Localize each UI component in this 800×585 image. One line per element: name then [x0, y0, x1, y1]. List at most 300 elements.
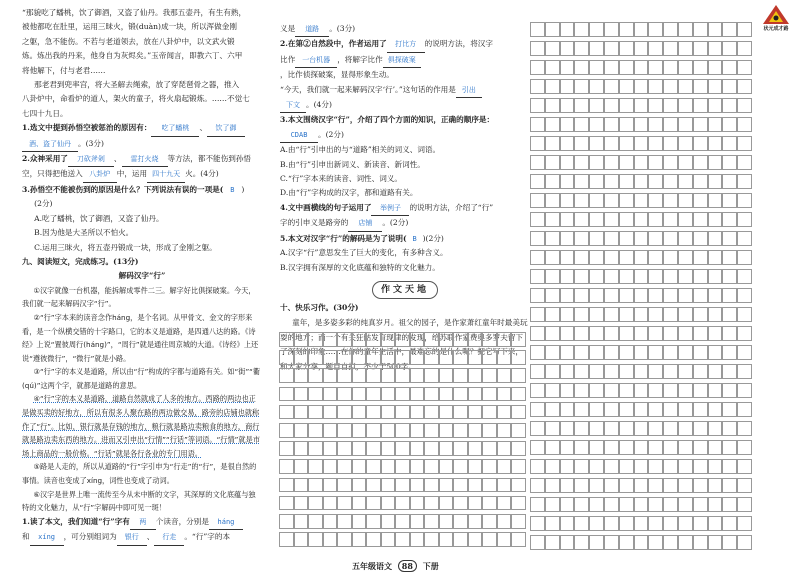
grid-cell[interactable] — [574, 136, 589, 151]
grid-cell[interactable] — [604, 250, 619, 265]
grid-cell[interactable] — [648, 516, 663, 531]
grid-cell[interactable] — [678, 383, 693, 398]
grid-cell[interactable] — [663, 535, 678, 550]
grid-cell[interactable] — [439, 478, 454, 493]
grid-cell[interactable] — [352, 423, 367, 438]
grid-cell[interactable] — [663, 250, 678, 265]
grid-cell[interactable] — [574, 497, 589, 512]
grid-cell[interactable] — [678, 459, 693, 474]
grid-cell[interactable] — [619, 307, 634, 322]
answer-blank[interactable]: CDAB — [280, 128, 318, 143]
grid-cell[interactable] — [468, 514, 483, 529]
grid-cell[interactable] — [648, 402, 663, 417]
grid-cell[interactable] — [604, 174, 619, 189]
grid-cell[interactable] — [678, 79, 693, 94]
grid-cell[interactable] — [352, 387, 367, 402]
grid-cell[interactable] — [619, 345, 634, 360]
grid-cell[interactable] — [708, 497, 723, 512]
answer-blank[interactable]: 四十九天 — [147, 167, 185, 182]
grid-cell[interactable] — [634, 307, 649, 322]
grid-cell[interactable] — [560, 326, 575, 341]
answer-blank[interactable]: 八卦炉 — [83, 167, 117, 182]
grid-cell[interactable] — [634, 440, 649, 455]
grid-cell[interactable] — [366, 368, 381, 383]
grid-cell[interactable] — [634, 79, 649, 94]
grid-cell[interactable] — [279, 478, 294, 493]
grid-cell[interactable] — [574, 212, 589, 227]
answer-blank[interactable]: 店铺 — [348, 216, 382, 231]
grid-cell[interactable] — [453, 387, 468, 402]
grid-cell[interactable] — [722, 174, 737, 189]
grid-cell[interactable] — [619, 41, 634, 56]
grid-cell[interactable] — [560, 459, 575, 474]
grid-cell[interactable] — [439, 459, 454, 474]
grid-cell[interactable] — [634, 250, 649, 265]
grid-cell[interactable] — [708, 136, 723, 151]
grid-cell[interactable] — [366, 514, 381, 529]
grid-cell[interactable] — [545, 421, 560, 436]
grid-cell[interactable] — [663, 269, 678, 284]
grid-cell[interactable] — [589, 402, 604, 417]
grid-cell[interactable] — [589, 440, 604, 455]
grid-cell[interactable] — [395, 514, 410, 529]
grid-cell[interactable] — [381, 387, 396, 402]
composition-grid-middle[interactable] — [279, 332, 527, 552]
answer-blank[interactable]: 两 — [130, 515, 156, 530]
grid-cell[interactable] — [678, 402, 693, 417]
grid-cell[interactable] — [678, 516, 693, 531]
grid-cell[interactable] — [439, 514, 454, 529]
grid-cell[interactable] — [337, 405, 352, 420]
grid-cell[interactable] — [619, 79, 634, 94]
grid-cell[interactable] — [693, 459, 708, 474]
grid-cell[interactable] — [381, 496, 396, 511]
grid-cell[interactable] — [663, 193, 678, 208]
grid-cell[interactable] — [560, 535, 575, 550]
grid-cell[interactable] — [604, 307, 619, 322]
grid-cell[interactable] — [560, 307, 575, 322]
grid-cell[interactable] — [453, 496, 468, 511]
grid-cell[interactable] — [737, 402, 752, 417]
grid-cell[interactable] — [352, 368, 367, 383]
grid-cell[interactable] — [589, 345, 604, 360]
grid-cell[interactable] — [619, 421, 634, 436]
grid-cell[interactable] — [545, 497, 560, 512]
grid-cell[interactable] — [648, 421, 663, 436]
grid-cell[interactable] — [589, 193, 604, 208]
grid-cell[interactable] — [381, 368, 396, 383]
grid-cell[interactable] — [497, 514, 512, 529]
grid-cell[interactable] — [497, 478, 512, 493]
grid-cell[interactable] — [294, 350, 309, 365]
grid-cell[interactable] — [634, 41, 649, 56]
grid-cell[interactable] — [560, 383, 575, 398]
grid-cell[interactable] — [424, 441, 439, 456]
grid-cell[interactable] — [722, 212, 737, 227]
grid-cell[interactable] — [468, 350, 483, 365]
grid-cell[interactable] — [453, 514, 468, 529]
grid-cell[interactable] — [604, 478, 619, 493]
grid-cell[interactable] — [708, 478, 723, 493]
answer-blank[interactable]: xíng — [30, 530, 64, 545]
grid-cell[interactable] — [693, 22, 708, 37]
answer-blank[interactable]: 一台机器 — [295, 53, 337, 68]
grid-cell[interactable] — [482, 532, 497, 547]
grid-cell[interactable] — [352, 514, 367, 529]
grid-cell[interactable] — [323, 387, 338, 402]
grid-cell[interactable] — [410, 478, 425, 493]
composition-grid-right[interactable] — [530, 22, 752, 562]
grid-cell[interactable] — [366, 405, 381, 420]
grid-cell[interactable] — [634, 193, 649, 208]
grid-cell[interactable] — [395, 387, 410, 402]
grid-cell[interactable] — [410, 441, 425, 456]
grid-cell[interactable] — [279, 532, 294, 547]
grid-cell[interactable] — [574, 174, 589, 189]
grid-cell[interactable] — [678, 269, 693, 284]
grid-cell[interactable] — [560, 136, 575, 151]
grid-cell[interactable] — [530, 535, 545, 550]
grid-cell[interactable] — [589, 497, 604, 512]
grid-cell[interactable] — [722, 383, 737, 398]
grid-cell[interactable] — [294, 478, 309, 493]
grid-cell[interactable] — [482, 350, 497, 365]
grid-cell[interactable] — [560, 478, 575, 493]
grid-cell[interactable] — [530, 250, 545, 265]
grid-cell[interactable] — [604, 421, 619, 436]
grid-cell[interactable] — [634, 516, 649, 531]
grid-cell[interactable] — [560, 193, 575, 208]
grid-cell[interactable] — [530, 193, 545, 208]
grid-cell[interactable] — [678, 497, 693, 512]
grid-cell[interactable] — [574, 231, 589, 246]
grid-cell[interactable] — [366, 459, 381, 474]
grid-cell[interactable] — [381, 478, 396, 493]
grid-cell[interactable] — [737, 478, 752, 493]
grid-cell[interactable] — [589, 212, 604, 227]
grid-cell[interactable] — [663, 212, 678, 227]
grid-cell[interactable] — [410, 332, 425, 347]
grid-cell[interactable] — [545, 22, 560, 37]
grid-cell[interactable] — [545, 459, 560, 474]
grid-cell[interactable] — [722, 155, 737, 170]
grid-cell[interactable] — [308, 332, 323, 347]
grid-cell[interactable] — [663, 288, 678, 303]
grid-cell[interactable] — [439, 423, 454, 438]
grid-cell[interactable] — [678, 136, 693, 151]
grid-cell[interactable] — [708, 155, 723, 170]
grid-cell[interactable] — [453, 405, 468, 420]
grid-cell[interactable] — [663, 345, 678, 360]
grid-cell[interactable] — [708, 250, 723, 265]
grid-cell[interactable] — [352, 441, 367, 456]
grid-cell[interactable] — [279, 405, 294, 420]
grid-cell[interactable] — [708, 98, 723, 113]
grid-cell[interactable] — [708, 402, 723, 417]
grid-cell[interactable] — [708, 459, 723, 474]
grid-cell[interactable] — [737, 535, 752, 550]
answer-blank[interactable]: 吃了蟠桃 — [151, 121, 199, 136]
grid-cell[interactable] — [530, 155, 545, 170]
answer-blank[interactable]: 银行 — [117, 530, 147, 545]
grid-cell[interactable] — [424, 423, 439, 438]
grid-cell[interactable] — [693, 250, 708, 265]
grid-cell[interactable] — [323, 514, 338, 529]
grid-cell[interactable] — [574, 383, 589, 398]
grid-cell[interactable] — [395, 405, 410, 420]
grid-cell[interactable] — [722, 136, 737, 151]
grid-cell[interactable] — [337, 332, 352, 347]
grid-cell[interactable] — [439, 532, 454, 547]
grid-cell[interactable] — [395, 532, 410, 547]
grid-cell[interactable] — [530, 269, 545, 284]
grid-cell[interactable] — [530, 383, 545, 398]
grid-cell[interactable] — [722, 326, 737, 341]
grid-cell[interactable] — [545, 155, 560, 170]
grid-cell[interactable] — [634, 98, 649, 113]
grid-cell[interactable] — [663, 60, 678, 75]
grid-cell[interactable] — [722, 478, 737, 493]
grid-cell[interactable] — [545, 345, 560, 360]
grid-cell[interactable] — [708, 117, 723, 132]
grid-cell[interactable] — [497, 532, 512, 547]
grid-cell[interactable] — [497, 423, 512, 438]
grid-cell[interactable] — [708, 364, 723, 379]
grid-cell[interactable] — [439, 368, 454, 383]
grid-cell[interactable] — [560, 516, 575, 531]
grid-cell[interactable] — [511, 459, 526, 474]
grid-cell[interactable] — [737, 497, 752, 512]
grid-cell[interactable] — [574, 478, 589, 493]
grid-cell[interactable] — [323, 405, 338, 420]
grid-cell[interactable] — [545, 478, 560, 493]
grid-cell[interactable] — [708, 60, 723, 75]
grid-cell[interactable] — [482, 368, 497, 383]
grid-cell[interactable] — [560, 364, 575, 379]
grid-cell[interactable] — [323, 459, 338, 474]
grid-cell[interactable] — [337, 368, 352, 383]
grid-cell[interactable] — [737, 364, 752, 379]
grid-cell[interactable] — [560, 288, 575, 303]
grid-cell[interactable] — [708, 345, 723, 360]
grid-cell[interactable] — [574, 440, 589, 455]
grid-cell[interactable] — [737, 79, 752, 94]
grid-cell[interactable] — [545, 136, 560, 151]
grid-cell[interactable] — [308, 532, 323, 547]
answer-blank[interactable]: 刀砍斧剁 — [68, 152, 114, 167]
grid-cell[interactable] — [410, 405, 425, 420]
grid-cell[interactable] — [663, 307, 678, 322]
grid-cell[interactable] — [560, 41, 575, 56]
grid-cell[interactable] — [693, 41, 708, 56]
grid-cell[interactable] — [663, 22, 678, 37]
grid-cell[interactable] — [604, 364, 619, 379]
grid-cell[interactable] — [722, 307, 737, 322]
grid-cell[interactable] — [560, 269, 575, 284]
grid-cell[interactable] — [589, 60, 604, 75]
grid-cell[interactable] — [604, 402, 619, 417]
grid-cell[interactable] — [663, 231, 678, 246]
grid-cell[interactable] — [468, 423, 483, 438]
grid-cell[interactable] — [560, 231, 575, 246]
grid-cell[interactable] — [560, 98, 575, 113]
grid-cell[interactable] — [663, 383, 678, 398]
grid-cell[interactable] — [574, 421, 589, 436]
grid-cell[interactable] — [560, 60, 575, 75]
grid-cell[interactable] — [530, 459, 545, 474]
grid-cell[interactable] — [737, 60, 752, 75]
grid-cell[interactable] — [648, 22, 663, 37]
grid-cell[interactable] — [634, 269, 649, 284]
grid-cell[interactable] — [737, 269, 752, 284]
grid-cell[interactable] — [634, 22, 649, 37]
grid-cell[interactable] — [439, 496, 454, 511]
grid-cell[interactable] — [574, 60, 589, 75]
grid-cell[interactable] — [693, 79, 708, 94]
grid-cell[interactable] — [693, 212, 708, 227]
grid-cell[interactable] — [530, 22, 545, 37]
grid-cell[interactable] — [737, 22, 752, 37]
grid-cell[interactable] — [468, 368, 483, 383]
grid-cell[interactable] — [678, 98, 693, 113]
grid-cell[interactable] — [693, 402, 708, 417]
grid-cell[interactable] — [663, 326, 678, 341]
grid-cell[interactable] — [678, 250, 693, 265]
grid-cell[interactable] — [648, 117, 663, 132]
grid-cell[interactable] — [574, 459, 589, 474]
grid-cell[interactable] — [395, 423, 410, 438]
grid-cell[interactable] — [337, 532, 352, 547]
grid-cell[interactable] — [708, 326, 723, 341]
grid-cell[interactable] — [395, 441, 410, 456]
grid-cell[interactable] — [663, 516, 678, 531]
grid-cell[interactable] — [648, 98, 663, 113]
grid-cell[interactable] — [366, 532, 381, 547]
grid-cell[interactable] — [279, 350, 294, 365]
grid-cell[interactable] — [663, 497, 678, 512]
grid-cell[interactable] — [737, 98, 752, 113]
grid-cell[interactable] — [678, 60, 693, 75]
grid-cell[interactable] — [589, 383, 604, 398]
grid-cell[interactable] — [530, 117, 545, 132]
grid-cell[interactable] — [634, 402, 649, 417]
grid-cell[interactable] — [366, 496, 381, 511]
grid-cell[interactable] — [619, 497, 634, 512]
grid-cell[interactable] — [294, 387, 309, 402]
grid-cell[interactable] — [545, 516, 560, 531]
grid-cell[interactable] — [589, 535, 604, 550]
grid-cell[interactable] — [722, 193, 737, 208]
grid-cell[interactable] — [545, 174, 560, 189]
grid-cell[interactable] — [589, 250, 604, 265]
grid-cell[interactable] — [560, 174, 575, 189]
grid-cell[interactable] — [530, 307, 545, 322]
grid-cell[interactable] — [648, 440, 663, 455]
grid-cell[interactable] — [678, 478, 693, 493]
grid-cell[interactable] — [589, 478, 604, 493]
grid-cell[interactable] — [722, 250, 737, 265]
grid-cell[interactable] — [604, 535, 619, 550]
grid-cell[interactable] — [352, 478, 367, 493]
grid-cell[interactable] — [737, 231, 752, 246]
grid-cell[interactable] — [604, 22, 619, 37]
grid-cell[interactable] — [279, 459, 294, 474]
grid-cell[interactable] — [574, 535, 589, 550]
grid-cell[interactable] — [497, 441, 512, 456]
grid-cell[interactable] — [634, 231, 649, 246]
grid-cell[interactable] — [381, 423, 396, 438]
grid-cell[interactable] — [424, 350, 439, 365]
grid-cell[interactable] — [545, 98, 560, 113]
grid-cell[interactable] — [574, 269, 589, 284]
grid-cell[interactable] — [737, 174, 752, 189]
grid-cell[interactable] — [279, 332, 294, 347]
grid-cell[interactable] — [737, 440, 752, 455]
grid-cell[interactable] — [453, 478, 468, 493]
grid-cell[interactable] — [574, 516, 589, 531]
grid-cell[interactable] — [381, 459, 396, 474]
grid-cell[interactable] — [604, 155, 619, 170]
grid-cell[interactable] — [560, 497, 575, 512]
answer-blank[interactable]: háng — [209, 515, 243, 530]
grid-cell[interactable] — [693, 307, 708, 322]
grid-cell[interactable] — [545, 250, 560, 265]
grid-cell[interactable] — [560, 155, 575, 170]
grid-cell[interactable] — [410, 496, 425, 511]
grid-cell[interactable] — [619, 98, 634, 113]
grid-cell[interactable] — [693, 136, 708, 151]
grid-cell[interactable] — [323, 496, 338, 511]
grid-cell[interactable] — [395, 459, 410, 474]
grid-cell[interactable] — [497, 368, 512, 383]
grid-cell[interactable] — [395, 368, 410, 383]
grid-cell[interactable] — [589, 326, 604, 341]
grid-cell[interactable] — [410, 459, 425, 474]
grid-cell[interactable] — [634, 345, 649, 360]
grid-cell[interactable] — [648, 231, 663, 246]
grid-cell[interactable] — [722, 516, 737, 531]
grid-cell[interactable] — [468, 387, 483, 402]
grid-cell[interactable] — [482, 441, 497, 456]
grid-cell[interactable] — [722, 421, 737, 436]
grid-cell[interactable] — [678, 440, 693, 455]
grid-cell[interactable] — [279, 514, 294, 529]
grid-cell[interactable] — [308, 350, 323, 365]
grid-cell[interactable] — [722, 79, 737, 94]
grid-cell[interactable] — [604, 459, 619, 474]
grid-cell[interactable] — [722, 288, 737, 303]
grid-cell[interactable] — [648, 269, 663, 284]
grid-cell[interactable] — [678, 288, 693, 303]
grid-cell[interactable] — [545, 364, 560, 379]
grid-cell[interactable] — [511, 423, 526, 438]
grid-cell[interactable] — [722, 364, 737, 379]
grid-cell[interactable] — [545, 307, 560, 322]
grid-cell[interactable] — [663, 364, 678, 379]
grid-cell[interactable] — [737, 155, 752, 170]
grid-cell[interactable] — [589, 41, 604, 56]
grid-cell[interactable] — [511, 441, 526, 456]
grid-cell[interactable] — [589, 117, 604, 132]
grid-cell[interactable] — [634, 364, 649, 379]
grid-cell[interactable] — [545, 41, 560, 56]
grid-cell[interactable] — [308, 441, 323, 456]
grid-cell[interactable] — [619, 326, 634, 341]
grid-cell[interactable] — [468, 332, 483, 347]
grid-cell[interactable] — [482, 514, 497, 529]
grid-cell[interactable] — [574, 193, 589, 208]
grid-cell[interactable] — [693, 535, 708, 550]
